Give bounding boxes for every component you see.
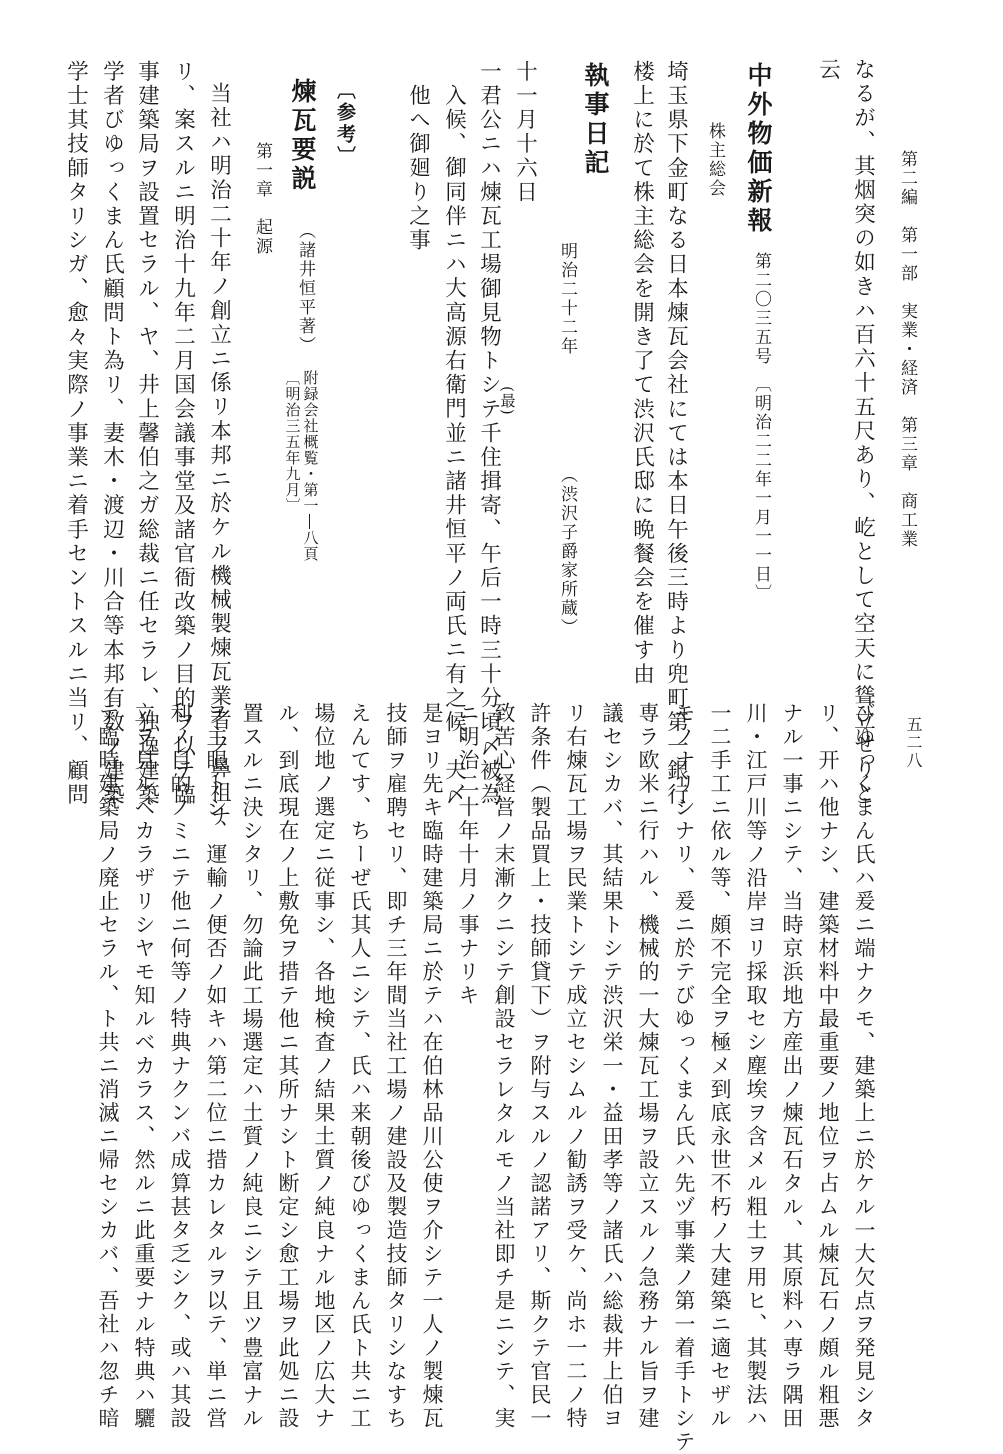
reference-title: 煉瓦要説 [288, 78, 317, 194]
text-line: 学士其技師タリシガ、愈々実際ノ事業ニ着手セントスルニ当リ、顧問 [63, 60, 89, 808]
text-line: 許条件（製品買上・技師貸下）ヲ附与スルノ認諾アリ、斯クテ官民一 [528, 702, 552, 1431]
text-line: ニ明治二十年十月ノ事ナリキ [456, 702, 480, 1008]
newspaper-subtitle: 株主総会 [705, 122, 725, 198]
text-line: テ臨時建築局ノ廃止セラル、ト共ニ消滅ニ帰セシカバ、吾社ハ忽チ暗 [96, 702, 120, 1431]
diary-date: 十一月十六日 [512, 60, 538, 205]
diary-title: 執事日記 [581, 62, 610, 178]
text-line: 入候、御同伴ニハ大高源右衛門並ニ諸井恒平ノ両氏ニ有之候、夫〆 [441, 84, 467, 807]
text-line: 置スルニ決シタリ、勿論此工場選定ハ土質ノ純良ニシテ且ツ豊富ナル [240, 702, 264, 1431]
text-line: えんてす、ちーぜ氏其人ニシテ、氏ハ来朝後びゆっくまん氏ト共ニ工 [348, 702, 372, 1431]
text-line: 他へ御廻り之事 [405, 84, 431, 253]
text-line: 是ヨリ先キ臨時建築局ニ於テハ在伯林品川公使ヲ介シテ一人ノ製煉瓦 [420, 702, 444, 1431]
reference-label: 〔参考〕 [334, 80, 356, 168]
text-line: リ、开ハ他ナシ、建築材料中最重要ノ地位ヲ占ムル煉瓦石ノ頗ル粗悪 [816, 702, 840, 1431]
text-line: リ、案スルニ明治十九年二月国会議事堂及諸官衙改築ノ目的ヲ以テ臨 [170, 60, 196, 808]
text-line: 利ノ目的ノミニテ他ニ何等ノ特典ナクンバ成算甚タ乏シク、或ハ其設 [168, 702, 192, 1431]
text-line: びゆっくまん氏ハ爰ニ端ナクモ、建築上ニ於ケル一大欠点ヲ発見シタ [852, 702, 876, 1431]
diary-source: （渋沢子爵家所蔵） [557, 466, 577, 637]
text-line: ナル一事ニシテ、当時京浜地方産出ノ煉瓦石タル、其原料ハ専ラ隅田 [780, 702, 804, 1431]
text-line: なるが、其烟突の如きハ百六十五尺あり、屹として空天に聳立せりと [850, 58, 876, 806]
reference-author: （諸井恒平著） [295, 222, 315, 355]
text-line: 当社ハ明治二十年ノ創立ニ係リ本邦ニ於ケル機械製煉瓦業者ノ鼻祖ナ [206, 82, 232, 830]
text-line: 一君公ニハ煉瓦工場御見物トシテ千住揖寄、午后一時三十分頃〆被為 [476, 60, 502, 808]
text-line: 事建築局ヲ設置セラル、ヤ、井上馨伯之ガ総裁ニ任セラレ、独逸建築 [134, 60, 160, 808]
text-line: 議セシカバ、其結果トシテ渋沢栄一・益田孝等ノ諸氏ハ総裁井上伯ヨ [600, 702, 624, 1431]
newspaper-issue: 第二〇三五号 [751, 252, 771, 366]
text-line: 技師ヲ雇聘セリ、即チ三年間当社工場ノ建設及製造技師タリシなすち [384, 702, 408, 1431]
text-line: 立ヲ見ルベカラザリシヤモ知ルベカラス、然ルニ此重要ナル特典ハ驪 [132, 702, 156, 1431]
text-line: 致苦心経営ノ末漸クニシテ創設セラレタルモノ当社即チ是ニシテ、実 [492, 702, 516, 1431]
page-number: 五二八 [904, 716, 923, 770]
newspaper-title: 中外物価新報 [744, 62, 773, 236]
text-line: 場位地ノ選定ニ従事シ、各地検査ノ結果土質ノ純良ナル地区ノ広大ナ [312, 702, 336, 1431]
correction-mark: (最) [498, 386, 517, 416]
diary-year: 明治二十二年 [557, 242, 577, 356]
text-line: 埼玉県下金町なる日本煉瓦会社にては本日午後三時より兜町第一銀行 [663, 60, 689, 808]
newspaper-date: 〔明治二二年一月一一日〕 [751, 375, 771, 603]
text-line: リ右煉瓦工場ヲ民業トシテ成立セシムルノ勧誘ヲ受ケ、尚ホ一二ノ特 [564, 702, 588, 1431]
text-line: ヲ主眼トシ、運輸ノ便否ノ如キハ第二位ニ措カレタルヲ以テ、単ニ営 [204, 702, 228, 1431]
text-line: 学者びゆっくまん氏顧問ト為リ、妻木・渡辺・川合等本邦有数ノ建築 [99, 60, 125, 808]
text-line: 一二手工ニ依ル等、頗不完全ヲ極メ到底永世不朽ノ大建築ニ適セザル [708, 702, 732, 1431]
text-line: モノナリシナリ、爰ニ於テびゆっくまん氏ハ先ヅ事業ノ第一着手トシテ [672, 702, 696, 1454]
text-line: ル、到底現在ノ上敷免ヲ措テ他ニ其所ナシト断定シ愈工場ヲ此処ニ設 [276, 702, 300, 1431]
text-line: 専ラ欧米ニ行ハル、機械的一大煉瓦工場ヲ設立スルノ急務ナル旨ヲ建 [636, 702, 660, 1431]
reference-source-note: 附録会社概覧・第一―八頁 [301, 370, 320, 562]
reference-source-note: 〔明治三五年九月〕 [283, 370, 302, 514]
text-line: 楼上に於て株主総会を開き了て渋沢氏邸に晩餐会を催す由 [629, 60, 655, 687]
running-header: 第二編 第一部 実業・経済 第三章 商工業 [897, 150, 917, 549]
text-line: 云 [815, 58, 841, 83]
reference-chapter: 第一章 起源 [252, 142, 272, 256]
text-line: 川・江戸川等ノ沿岸ヨリ採取セシ塵埃ヲ含メル粗土ヲ用ヒ、其製法ハ [744, 702, 768, 1431]
